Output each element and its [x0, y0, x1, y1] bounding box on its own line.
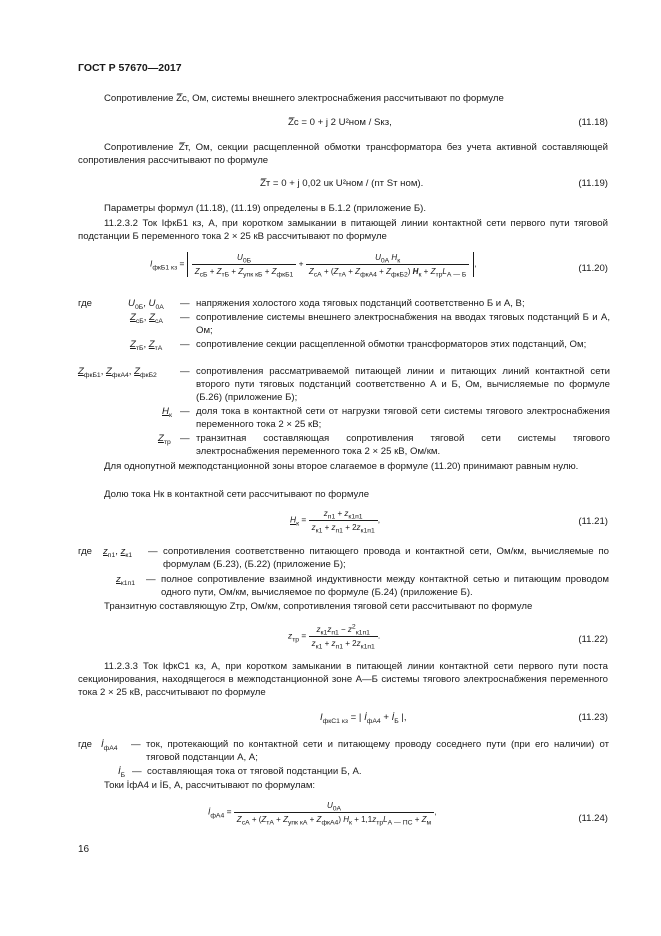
where-item-ztr: [78, 432, 610, 459]
paragraph-ztr: Транзитную составляющую Zтр, Ом/км, сопротивления тяговой сети рассчитывают по формуле: [104, 601, 533, 612]
equation-number-11-21: (11.21): [578, 516, 608, 527]
paragraph-params: Параметры формул (11.18), (11.19) определены в Б.1.2 (приложение Б).: [104, 203, 426, 214]
dash: —: [180, 433, 190, 444]
dash: —: [180, 366, 190, 377]
equation-11-20: $I_{фкБ1 кз}$ = $\frac{U_{0Б}}{Z_{сБ} + Z_{тБ} + Z_{упк кБ} + Z_{фкБ1}}$ + $\frac{U_{0А} H_к}{Z_{сА} + (Z_{тА} + Z_{фкА4} + Z_{фкБ2}) H_к + Z_{тр}L_{А — Б}}$ ,: [150, 253, 477, 279]
equation-number-11-24: (11.24): [578, 813, 608, 824]
symbol-zfk: $Z_{фкБ1}$, $Z_{фкА4}$, $Z_{фкБ2}$: [78, 366, 157, 379]
where-item-hk: [78, 405, 610, 432]
dash: —: [146, 574, 156, 585]
where-text-zt: сопротивление секции расщепленной обмотки трансформаторов этих подстанций, Ом;: [196, 339, 587, 350]
paragraph-currents: Токи İфА4 и İБ, А, рассчитывают по формулам:: [104, 780, 316, 791]
document-code: ГОСТ Р 57670—2017: [78, 62, 182, 74]
paragraph-hk: Долю тока Нк в контактной сети рассчитывают по формуле: [104, 489, 370, 500]
symbol-ib: $İ_Б$: [118, 766, 126, 779]
where-text-zc: сопротивление системы внешнего электроснабжения на вводах тяговых подстанций Б и А, Ом;: [196, 312, 610, 337]
where-item-zfk: [78, 365, 610, 405]
symbol-zc: $Z_{сБ}$, $Z_{сА}$: [130, 312, 163, 325]
dash: —: [131, 739, 141, 750]
equation-11-23: $I_{фкС1 кз}$ = | $İ_{фА4}$ + $İ_Б$ |,: [320, 712, 407, 725]
where-text-ib: составляющая тока от тяговой подстанции Б, А.: [147, 766, 362, 777]
where-item-zt: [78, 338, 610, 365]
equation-number-11-20: (11.20): [578, 263, 608, 274]
equation-11-19: Z̅т = 0 + j 0,02 uк U²ном / (nт Sт ном).: [260, 178, 424, 189]
symbol-ztr: $Z_{тр}$: [158, 433, 171, 446]
paragraph-zc: Сопротивление Z̅с, Ом, системы внешнего электроснабжения рассчитывают по формуле: [104, 93, 504, 104]
paragraph-11-2-3-3: 11.2.3.3 Ток IфкС1 кз, А, при коротком замыкании в питающей линии контактной сети первого пути поста секционирования, находящегося в межподстанционной зоне А—Б системы тягового электроснабжения переменного тока 2 × 25 кВ, рассчитывают по формуле: [78, 661, 608, 699]
symbol-u0: $U_{0Б}$, $U_{0А}$: [128, 298, 164, 311]
where-text-ztr: транзитная составляющая сопротивления тяговой сети системы тягового электроснабжения переменного тока 2 × 25 кВ, Ом/км.: [196, 433, 610, 458]
where-item-zc: [78, 311, 610, 338]
equation-11-18: Z̅с = 0 + j 2 U²ном / Sкз,: [288, 117, 392, 128]
where-item-u0: [78, 297, 610, 311]
equation-number-11-19: (11.19): [578, 178, 608, 189]
where-text-u0: напряжения холостого хода тяговых подстанций соответственно Б и А, В;: [196, 298, 525, 309]
where-text-hk: доля тока в контактной сети от нагрузки тяговой сети системы тягового электроснабжения переменного тока 2 × 25 кВ;: [196, 406, 610, 431]
symbol-hk: $H_к$: [162, 406, 172, 419]
where-label-3: где: [78, 739, 93, 750]
where-label-2: где: [78, 546, 93, 557]
dash: —: [180, 406, 190, 417]
dash: —: [148, 546, 158, 557]
where-text-zp1: сопротивления соответственно питающего провода и контактной сети, Ом/км, вычисляемые по формулам (Б.23), (Б.22) (приложение Б);: [163, 546, 609, 571]
dash: —: [180, 298, 190, 309]
symbol-ifa4: $İ_{фА4}$: [101, 739, 118, 752]
paragraph-11-2-3-2: 11.2.3.2 Ток IфкБ1 кз, А, при коротком замыкании в питающей линии контактной сети первого пути тяговой подстанции Б переменного тока 2 × 25 кВ рассчитывают по формуле: [78, 218, 608, 243]
equation-number-11-23: (11.23): [578, 712, 608, 723]
equation-11-22: $z_{тр}$ = $\frac{z_{к1}z_{п1} - z^2_{к1п1}}{z_{к1} + z_{п1} + 2z_{к1п1}}$ .: [288, 623, 381, 651]
equation-number-11-18: (11.18): [578, 117, 608, 128]
where-text-zk1p1: полное сопротивление взаимной индуктивности между контактной сетью и питающим проводом одного пути, Ом/км, вычисляемое по формуле (Б.24) (приложение Б).: [161, 574, 609, 599]
equation-number-11-22: (11.22): [578, 634, 608, 645]
page-number: 16: [78, 844, 90, 855]
dash: —: [180, 312, 190, 323]
paragraph-zt: Сопротивление Z̅т, Ом, секции расщепленной обмотки трансформатора без учета активной составляющей сопротивления рассчитывают по формуле: [78, 142, 608, 167]
symbol-zp1-zk1: $z_{п1}$, $z_{к1}$: [103, 546, 133, 559]
equation-11-21: $H_к$ = $\frac{z_{п1} + z_{к1п1}}{z_{к1} + z_{п1} + 2z_{к1п1}}$ ,: [290, 509, 381, 535]
dash: —: [180, 339, 190, 350]
where-label-1: где: [78, 298, 93, 309]
where-text-ifa4: ток, протекающий по контактной сети и питающему проводу соседнего пути (при его наличии) от тяговой подстанции А, А;: [146, 739, 609, 764]
symbol-zt: $Z_{тБ}$, $Z_{тА}$: [130, 339, 163, 352]
paragraph-single-track: Для однопутной межподстанционной зоны второе слагаемое в формуле (11.20) принимают равным нулю.: [104, 461, 579, 472]
where-text-zfk: сопротивления рассматриваемой питающей линии и питающих линий контактной сети второго пути тяговых подстанций соответственно А и Б, Ом, вычисляемые по формуле (Б.26) (приложение Б);: [196, 366, 610, 404]
equation-11-24: $İ_{фА4}$ = $\frac{U_{0А}}{Z_{сА} + (Z_{тА} + Z_{упк кА} + Z_{фкА4}) H_к + 1,1z_{тр}L_{А — ПС} + Z_м}$ ,: [208, 801, 437, 827]
symbol-zk1p1: $z_{к1п1}$: [116, 574, 136, 587]
dash: —: [132, 766, 142, 777]
